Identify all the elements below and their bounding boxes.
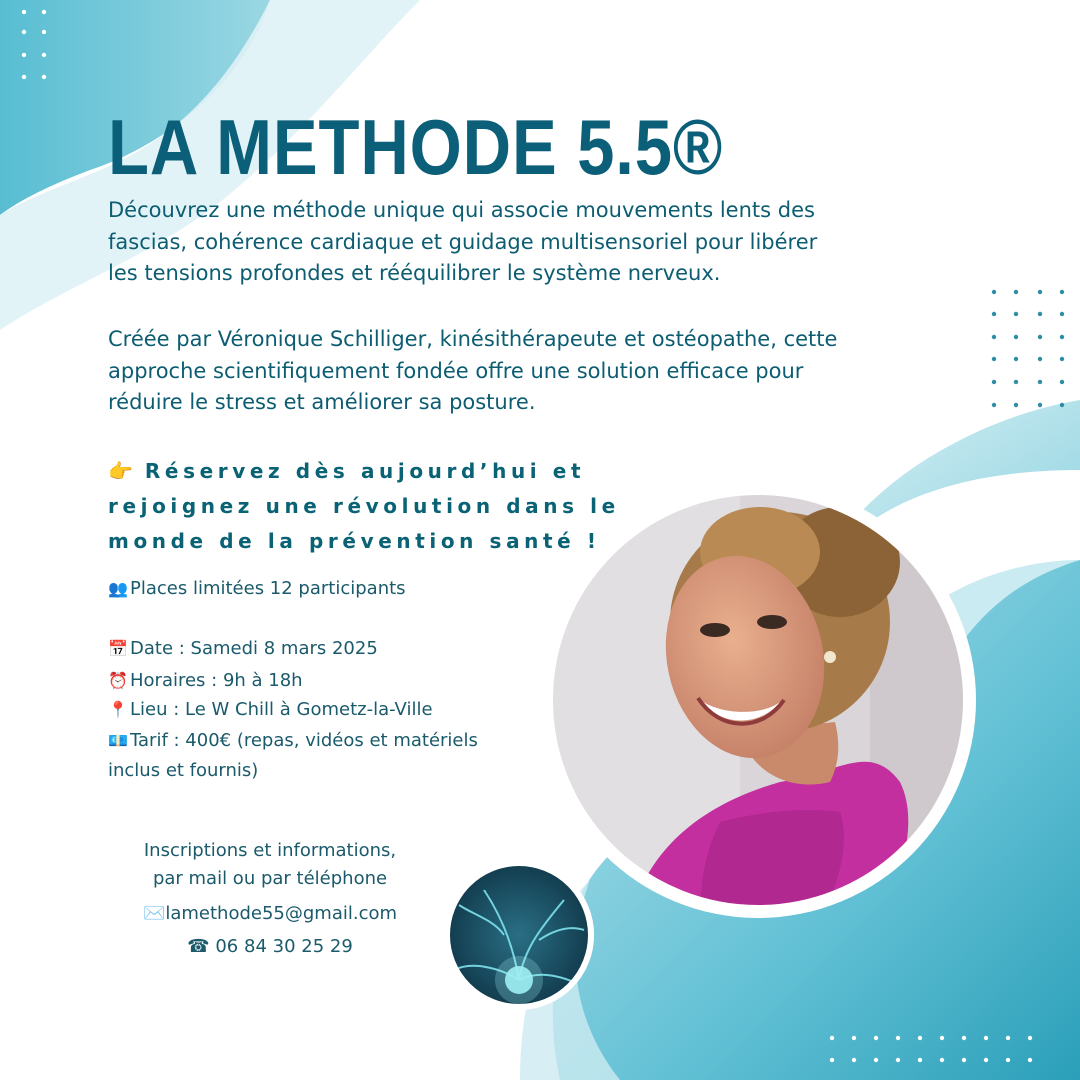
- creator-line: Créée par Véronique Schilliger, kinésithérapeute et ostéopathe, cette: [108, 327, 838, 351]
- intro-line: les tensions profondes et rééquilibrer le système nerveux.: [108, 261, 721, 285]
- price-info: [108, 726, 538, 786]
- date-info: [108, 634, 378, 664]
- cta-line: Réservez dès aujourd’hui et: [144, 459, 586, 483]
- calendar-icon: 📅: [108, 639, 128, 658]
- neuron-illustration: [444, 860, 594, 1010]
- people-icon: 👥: [108, 579, 128, 598]
- cta-line: monde de la prévention santé !: [108, 529, 601, 553]
- portrait-photo: [540, 482, 976, 918]
- pointing-hand-icon: 👉: [108, 459, 133, 483]
- hours-info: [108, 666, 303, 696]
- intro-paragraph: [108, 195, 908, 290]
- portrait-illustration: [540, 482, 976, 918]
- price-text-continued: inclus et fournis): [108, 760, 259, 781]
- creator-line: approche scientifiquement fondée offre une solution efficace pour: [108, 358, 804, 383]
- phone-link[interactable]: 06 84 30 25 29: [215, 936, 353, 957]
- places-text: Places limitées 12 participants: [130, 578, 406, 599]
- email-link[interactable]: lamethode55@gmail.com: [165, 903, 398, 924]
- contact-subheading: par mail ou par téléphone: [152, 868, 388, 889]
- location-info: [108, 695, 433, 725]
- location-text: Lieu : Le W Chill à Gometz-la-Ville: [130, 699, 433, 720]
- cta-line: rejoignez une révolution dans le: [108, 494, 620, 518]
- places-info: [108, 574, 406, 604]
- creator-paragraph: [108, 324, 908, 419]
- contact-heading: Inscriptions et informations,: [143, 840, 397, 861]
- alarm-clock-icon: ⏰: [108, 671, 128, 690]
- price-text: Tarif : 400€ (repas, vidéos et matériels: [130, 730, 478, 751]
- creator-line: réduire le stress et améliorer sa posture.: [108, 390, 536, 414]
- phone-contact[interactable]: [100, 932, 440, 961]
- envelope-icon: ✉️: [142, 903, 166, 924]
- pin-icon: 📍: [108, 700, 128, 719]
- date-text: Date : Samedi 8 mars 2025: [130, 638, 378, 659]
- intro-line: fascias, cohérence cardiaque et guidage multisensoriel pour libérer: [108, 229, 818, 254]
- page-title: LA METHODE 5.5®: [108, 103, 724, 191]
- intro-line: Découvrez une méthode unique qui associe mouvements lents des: [108, 198, 815, 222]
- email-contact[interactable]: [100, 899, 440, 928]
- money-icon: 💶: [108, 731, 128, 750]
- phone-icon: ☎: [187, 936, 210, 957]
- hours-text: Horaires : 9h à 18h: [130, 670, 303, 691]
- neuron-image: [444, 860, 594, 1010]
